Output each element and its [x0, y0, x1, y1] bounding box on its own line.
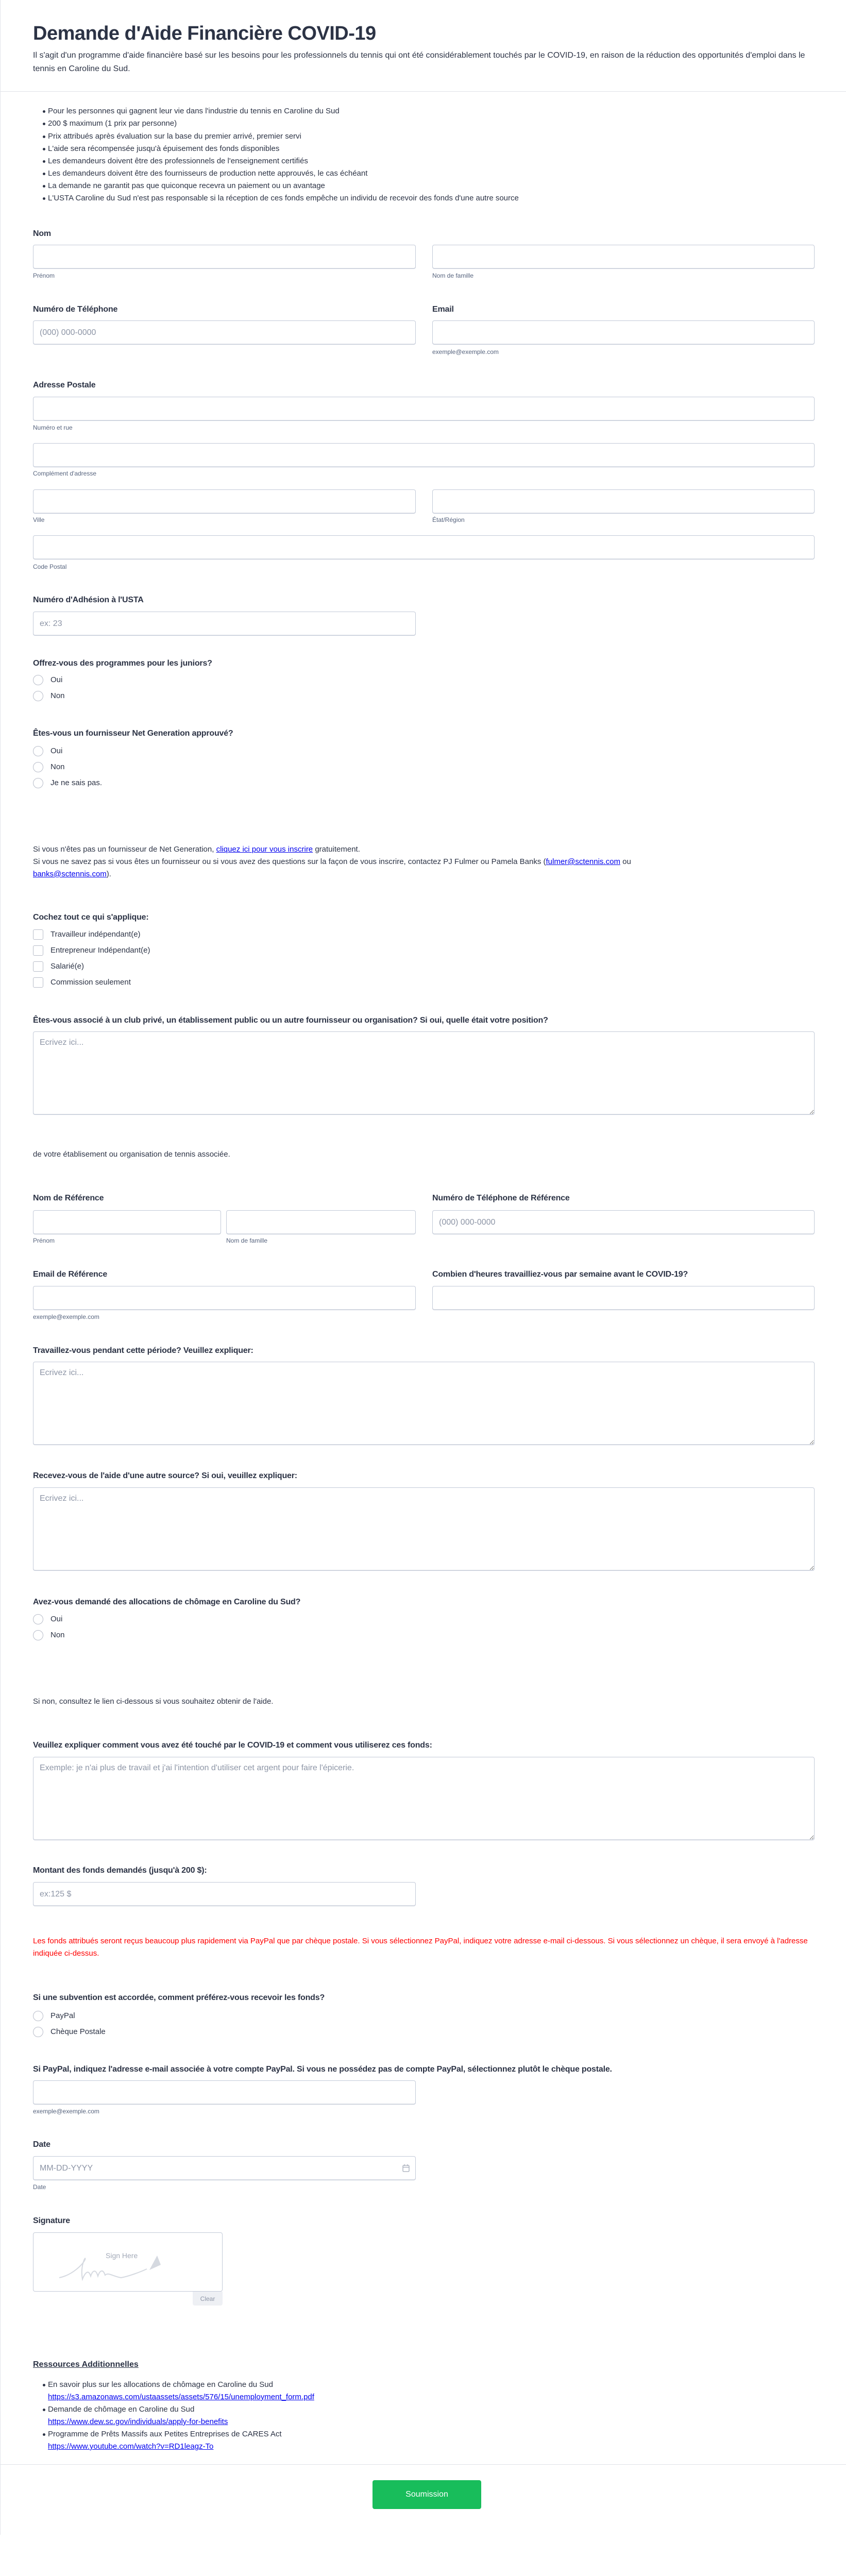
unemployment-option-label: Non [50, 1631, 65, 1639]
payment-radio-cheque[interactable] [33, 2027, 43, 2037]
netgen-info [33, 843, 806, 880]
banks-email-link[interactable]: banks@sctennis.com [33, 870, 107, 878]
ref-name-label: Nom de Référence [33, 1194, 104, 1202]
checkbox-label: Travailleur indépendant(e) [50, 930, 141, 939]
form-canvas [1, 0, 846, 2535]
netgen-radio-unknown[interactable] [33, 778, 43, 788]
signature-pad[interactable] [33, 2232, 223, 2292]
checkbox-label: Commission seulement [50, 978, 131, 987]
paypal-email-input[interactable] [33, 2080, 416, 2105]
ref-phone-input[interactable] [432, 1210, 815, 1234]
checkbox-label: Salarié(e) [50, 962, 84, 971]
list-item: L'USTA Caroline du Sud n'est pas responsable si la réception de ces fonds empêche un individu de recevoir des fonds d'une autre source [48, 194, 519, 202]
juniors-radio-oui[interactable] [33, 675, 43, 685]
resource-link[interactable]: https://www.youtube.com/watch?v=RD1leagz-To [48, 2442, 214, 2451]
date-input[interactable] [33, 2156, 416, 2180]
unemployment-label: Avez-vous demandé des allocations de chômage en Caroline du Sud? [33, 1598, 301, 1606]
netgen-info-text: ou [620, 857, 631, 866]
list-item: L'aide sera récompensée jusqu'à épuisement des fonds disponibles [48, 144, 280, 153]
checkbox-self-employed[interactable] [33, 929, 43, 940]
hours-input[interactable] [432, 1286, 815, 1310]
list-item: Prix attribués après évaluation sur la base du premier arrivé, premier servi [48, 132, 301, 141]
payment-label: Si une subvention est accordée, comment préférez-vous recevoir les fonds? [33, 1993, 325, 2002]
checkbox-employee[interactable] [33, 961, 43, 972]
ref-phone-label: Numéro de Téléphone de Référence [432, 1194, 570, 1202]
work-type-label: Cochez tout ce qui s'applique: [33, 913, 149, 922]
state-sublabel: État/Région [432, 516, 465, 523]
resource-link[interactable]: https://s3.amazonaws.com/ustaassets/assets/576/15/unemployment_form.pdf [48, 2393, 314, 2401]
payment-radio-paypal[interactable] [33, 2011, 43, 2021]
usta-input[interactable] [33, 612, 416, 636]
usta-label: Numéro d'Adhésion à l'USTA [33, 596, 144, 604]
signature-label: Signature [33, 2216, 70, 2225]
email-label: Email [432, 305, 454, 314]
city-sublabel: Ville [33, 516, 45, 523]
netgen-radio-oui[interactable] [33, 746, 43, 756]
address-label: Adresse Postale [33, 381, 96, 389]
sign-here-hint: Sign Here [106, 2251, 138, 2260]
page-title: Demande d'Aide Financière COVID-19 [33, 23, 376, 44]
clear-signature-button[interactable]: Clear [193, 2292, 223, 2306]
list-item: Les demandeurs doivent être des fournisseurs de production nette approuvés, le cas échéant [48, 169, 368, 178]
payment-option-label: PayPal [50, 2011, 75, 2020]
date-label: Date [33, 2140, 50, 2149]
payment-option-label: Chèque Postale [50, 2027, 106, 2036]
juniors-option-label: Non [50, 691, 65, 700]
city-input[interactable] [33, 489, 416, 514]
list-item: Les demandeurs doivent être des professionnels de l'enseignement certifiés [48, 157, 308, 165]
impact-textarea[interactable] [33, 1757, 815, 1840]
first-name-input[interactable] [33, 245, 416, 269]
phone-label: Numéro de Téléphone [33, 305, 118, 314]
ref-email-label: Email de Référence [33, 1270, 108, 1279]
amount-input[interactable] [33, 1882, 416, 1906]
calendar-icon[interactable] [402, 2164, 410, 2172]
resource-item: En savoir plus sur les allocations de chômage en Caroline du Sud [48, 2380, 273, 2389]
unemployment-radio-oui[interactable] [33, 1614, 43, 1624]
netgen-info-text: Si vous ne savez pas si vous êtes un fournisseur ou si vous avez des questions sur la façon de vous inscrire, contactez PJ Fulmer ou Pamela Banks ( [33, 857, 546, 866]
email-input[interactable] [432, 320, 815, 345]
unemployment-radio-non[interactable] [33, 1630, 43, 1640]
resource-link-row [48, 2392, 314, 2402]
hours-label: Combien d'heures travailliez-vous par semaine avant le COVID-19? [432, 1270, 688, 1279]
amount-label: Montant des fonds demandés (jusqu'à 200 $): [33, 1866, 207, 1875]
juniors-label: Offrez-vous des programmes pour les juniors? [33, 659, 212, 668]
date-sublabel: Date [33, 2183, 46, 2191]
netgen-info-text: gratuitement. [313, 845, 360, 854]
state-input[interactable] [432, 489, 815, 514]
resource-link-row [48, 2442, 213, 2452]
paypal-email-hint: exemple@exemple.com [33, 2108, 99, 2115]
register-link[interactable]: cliquez ici pour vous inscrire [216, 845, 313, 854]
unemployment-option-label: Oui [50, 1615, 63, 1623]
juniors-radio-non[interactable] [33, 691, 43, 701]
first-name-sublabel: Prénom [33, 272, 55, 279]
netgen-option-label: Oui [50, 747, 63, 755]
email-hint: exemple@exemple.com [432, 348, 499, 355]
resource-link-row [48, 2417, 228, 2427]
netgen-label: Êtes-vous un fournisseur Net Generation approuvé? [33, 729, 233, 738]
last-name-input[interactable] [432, 245, 815, 269]
list-item: 200 $ maximum (1 prix par personne) [48, 119, 177, 128]
resource-item: Demande de chômage en Caroline du Sud [48, 2405, 195, 2414]
netgen-info-text: Si vous n'êtes pas un fournisseur de Net Generation, [33, 845, 216, 854]
unemployment-note: Si non, consultez le lien ci-dessous si vous souhaitez obtenir de l'aide. [33, 1697, 274, 1706]
other-aid-label: Recevez-vous de l'aide d'une autre source? Si oui, veuillez expliquer: [33, 1471, 297, 1480]
fulmer-email-link[interactable]: fulmer@sctennis.com [546, 857, 620, 866]
association-textarea[interactable] [33, 1031, 815, 1115]
header-divider [1, 91, 846, 92]
reference-intro: de votre établisement ou organisation de tennis associée. [33, 1150, 230, 1159]
street2-input[interactable] [33, 443, 815, 467]
checkbox-label: Entrepreneur Indépendant(e) [50, 946, 150, 955]
payment-warning: Les fonds attribués seront reçus beaucoup plus rapidement via PayPal que par chèque postale. Si vous sélectionnez PayPal, indiquez votre adresse e-mail ci-dessous. Si vous sélectionnez un chèque, il sera envoyé à l'adresse indiquée ci-dessus. [33, 1937, 808, 1958]
list-item: Pour les personnes qui gagnent leur vie dans l'industrie du tennis en Caroline du Sud [48, 107, 340, 115]
juniors-option-label: Oui [50, 675, 63, 684]
paypal-email-label: Si PayPal, indiquez l'adresse e-mail associée à votre compte PayPal. Si vous ne possédez pas de compte PayPal, sélectionnez plutôt le chèque postale. [33, 2065, 612, 2074]
netgen-option-label: Non [50, 762, 65, 771]
other-aid-textarea[interactable] [33, 1487, 815, 1571]
ref-email-input[interactable] [33, 1286, 416, 1310]
zip-input[interactable] [33, 535, 815, 560]
resource-item: Programme de Prêts Massifs aux Petites Entreprises de CARES Act [48, 2430, 282, 2438]
last-name-sublabel: Nom de famille [432, 272, 474, 279]
ref-email-hint: exemple@exemple.com [33, 1313, 99, 1320]
footer-divider [1, 2464, 846, 2465]
signature-scribble-icon [57, 2249, 196, 2285]
ref-last-sublabel: Nom de famille [226, 1237, 268, 1244]
association-label: Êtes-vous associé à un club privé, un établissement public ou un autre fournisseur ou organisation? Si oui, quelle était votre position? [33, 1016, 548, 1025]
ref-last-name-input[interactable] [226, 1210, 416, 1234]
checkbox-contractor[interactable] [33, 945, 43, 956]
resources-heading: Ressources Additionnelles [33, 2360, 139, 2369]
netgen-info-text: ). [106, 870, 111, 878]
name-label: Nom [33, 229, 51, 238]
impact-label: Veuillez expliquer comment vous avez été touché par le COVID-19 et comment vous utiliserez ces fonds: [33, 1741, 432, 1750]
ref-first-name-input[interactable] [33, 1210, 221, 1234]
checkbox-commission[interactable] [33, 977, 43, 988]
list-item: La demande ne garantit pas que quiconque recevra un paiement ou un avantage [48, 181, 325, 190]
netgen-radio-non[interactable] [33, 762, 43, 772]
zip-sublabel: Code Postal [33, 563, 67, 570]
resource-link[interactable]: https://www.dew.sc.gov/individuals/apply-for-benefits [48, 2417, 228, 2426]
street-input[interactable] [33, 397, 815, 421]
working-label: Travaillez-vous pendant cette période? Veuillez expliquer: [33, 1346, 253, 1355]
submit-button[interactable]: Soumission [373, 2480, 481, 2509]
street-sublabel: Numéro et rue [33, 424, 73, 431]
street2-sublabel: Complément d'adresse [33, 470, 97, 477]
working-textarea[interactable] [33, 1362, 815, 1445]
page-description: Il s'agit d'un programme d'aide financière basé sur les besoins pour les professionnels du tennis qui ont été considérablement touchés par le COVID-19, en raison de la réduction des opportunités d'emploi dans le tennis en Caroline du Sud. [33, 51, 805, 73]
phone-input[interactable] [33, 320, 416, 345]
ref-first-sublabel: Prénom [33, 1237, 55, 1244]
netgen-option-label: Je ne sais pas. [50, 778, 103, 787]
